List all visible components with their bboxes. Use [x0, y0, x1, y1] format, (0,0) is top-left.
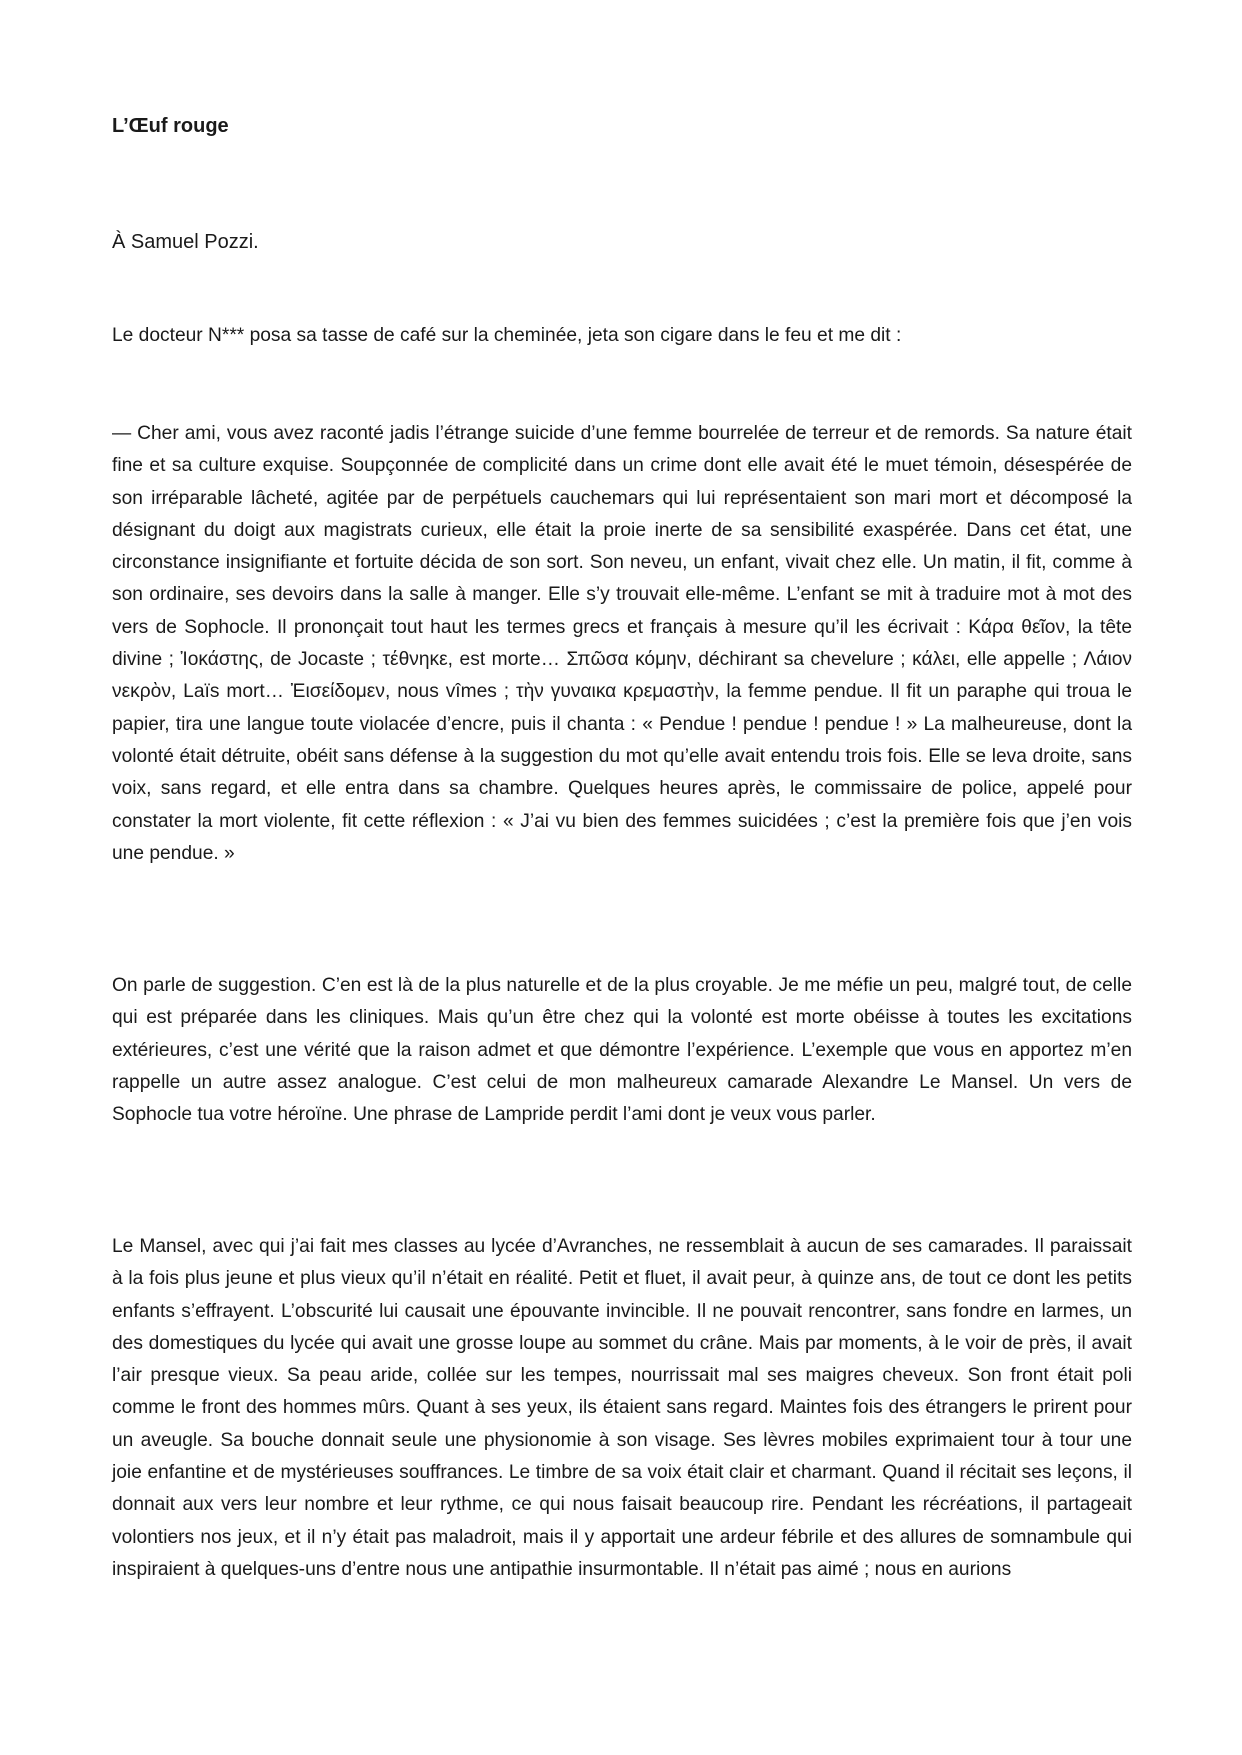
dedication: À Samuel Pozzi.	[112, 231, 259, 253]
paragraph-2: — Cher ami, vous avez raconté jadis l’étrange suicide d’une femme bourrelée de terreur et de remords. Sa nature était fine et sa culture exquise. Soupçonnée de complicité dans un crime dont elle avait été le muet témoin, désespérée de son irréparable lâcheté, agitée par de perpétuels cauchemars qui lui représentaient son mari mort et décomposé la désignant du doigt aux magistrats curieux, elle était la proie inerte de sa sensibilité exaspérée. Dans cet état, une circonstance insignifiante et fortuite décida de son sort. Son neveu, un enfant, vivait chez elle. Un matin, il fit, comme à son ordinaire, ses devoirs dans la salle à manger. Elle s’y trouvait elle-même. L’enfant se mit à traduire mot à mot des vers de Sophocle. Il prononçait tout haut les termes grecs et français à mesure qu’il les écrivait : Κάρα θεῖον, la tête divine ; Ἰοκάστης, de Jocaste ; τέθνηκε, est morte… Σπῶσα κόμην, déchirant sa chevelure ; κάλει, elle appelle ; Λάιον νεκρὸν, Laïs mort… Ἐισείδομεν, nous vîmes ; τὴν γυναικα κρεμαστὴν, la femme pendue. Il fit un paraphe qui troua le papier, tira une langue toute violacée d’encre, puis il chanta : « Pendue ! pendue ! pendue ! » La malheureuse, dont la volonté était détruite, obéit sans défense à la suggestion du mot qu’elle avait entendu trois fois. Elle se leva droite, sans voix, sans regard, et elle entra dans sa chambre. Quelques heures après, le commissaire de police, appelé pour constater la mort violente, fit cette réflexion : « J’ai vu bien des femmes suicidées ; c’est la première fois que j’en vois une pendue. »	[112, 423, 1132, 864]
paragraph-4: Le Mansel, avec qui j’ai fait mes classes au lycée d’Avranches, ne ressemblait à aucun de ses camarades. Il paraissait à la fois plus jeune et plus vieux qu’il n’était en réalité. Petit et fluet, il avait peur, à quinze ans, de tout ce dont les petits enfants s’effrayent. L’obscurité lui causait une épouvante invincible. Il ne pouvait rencontrer, sans fondre en larmes, un des domestiques du lycée qui avait une grosse loupe au sommet du crâne. Mais par moments, à le voir de près, il avait l’air presque vieux. Sa peau aride, collée sur les tempes, nourrissait mal ses maigres cheveux. Son front était poli comme le front des hommes mûrs. Quant à ses yeux, ils étaient sans regard. Maintes fois des étrangers le prirent pour un aveugle. Sa bouche donnait seule une physionomie à son visage. Ses lèvres mobiles exprimaient tour à tour une joie enfantine et de mystérieuses souffrances. Le timbre de sa voix était clair et charmant. Quand il récitait ses leçons, il donnait aux vers leur nombre et leur rythme, ce qui nous faisait beaucoup rire. Pendant les récréations, il partageait volontiers nos jeux, et il n’y était pas maladroit, mais il y apportait une ardeur fébrile et des allures de somnambule qui inspiraient à quelques-uns d’entre nous une antipathie insurmontable. Il n’était pas aimé ; nous en aurions	[112, 1236, 1132, 1580]
document-title: L’Œuf rouge	[112, 115, 229, 137]
paragraph-1: Le docteur N*** posa sa tasse de café sur la cheminée, jeta son cigare dans le feu et me dit :	[112, 325, 902, 346]
paragraph-3: On parle de suggestion. C’en est là de la plus naturelle et de la plus croyable. Je me méfie un peu, malgré tout, de celle qui est préparée dans les cliniques. Mais qu’un être chez qui la volonté est morte obéisse à toutes les excitations extérieures, c’est une vérité que la raison admet et que démontre l’expérience. L’exemple que vous en apportez m’en rappelle un autre assez analogue. C’est celui de mon malheureux camarade Alexandre Le Mansel. Un vers de Sophocle tua votre héroïne. Une phrase de Lampride perdit l’ami dont je veux vous parler.	[112, 975, 1132, 1126]
